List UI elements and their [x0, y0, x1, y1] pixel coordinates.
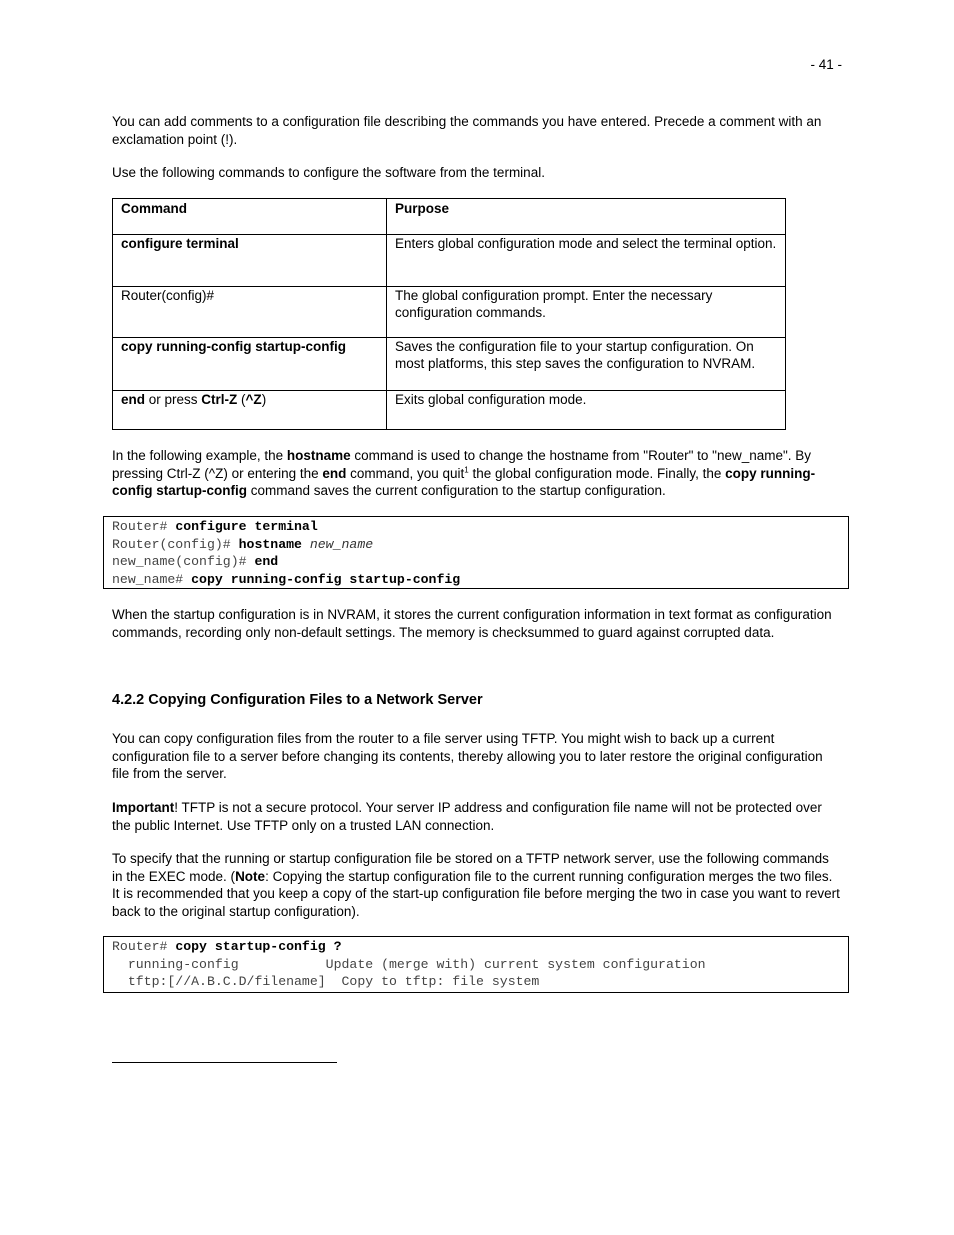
paragraph-specify: To specify that the running or startup configuration file be stored on a TFTP network server, use the following commands in the EXEC mode. (Note: Copying the startup configuration file to the current running configuration merges the two files. It is recommended that you keep a copy of the start-up configuration file before merging the two in case you want to revert back to the original startup configuration). [112, 851, 840, 919]
paragraph-important: Important! TFTP is not a secure protocol. Your server IP address and configuration file name will not be protected over the public Internet. Use TFTP only on a trusted LAN connection. [112, 800, 822, 833]
table-cell-command: configure terminal [121, 236, 239, 251]
page-number: - 41 - [810, 57, 842, 72]
code-line: running-config Update (merge with) current system configuration [112, 956, 706, 972]
command-table [112, 198, 786, 430]
table-header-row [113, 199, 786, 235]
code-line: Router(config)# hostname new_name [112, 536, 374, 552]
table-row [113, 235, 786, 287]
table-cell-purpose: Saves the configuration file to your startup configuration. On most platforms, this step saves the configuration to NVRAM. [395, 339, 756, 371]
table-cell-command: copy running-config startup-config [121, 339, 346, 354]
code-block-hostname [103, 516, 849, 589]
paragraph-comments: You can add comments to a configuration file describing the commands you have entered. Precede a comment with an exclamation point (!). [112, 114, 822, 147]
table-cell-command: Router(config)# [121, 288, 215, 303]
table-cell-purpose: The global configuration prompt. Enter the necessary configuration commands. [395, 288, 713, 320]
code-line: Router# configure terminal [112, 519, 318, 534]
paragraph-example: In the following example, the hostname command is used to change the hostname from "Router" to "new_name". By pressing Ctrl-Z (^Z) or entering the end command, you quit$^1$ the global configuration mode. Finally, the copy running-config startup-config command saves the current configuration to the startup configuration. [112, 448, 816, 498]
code-line: Router# copy startup-config ? [112, 939, 342, 954]
footnote-marker: 1 [464, 465, 469, 474]
footnote-divider [112, 1062, 337, 1063]
table-row [113, 287, 786, 338]
table-cell-purpose: Enters global configuration mode and select the terminal option. [395, 236, 777, 251]
code-line: tftp:[//A.B.C.D/filename] Copy to tftp: file system [112, 974, 540, 989]
table-row [113, 391, 786, 430]
paragraph-use-commands: Use the following commands to configure the software from the terminal. [112, 165, 545, 180]
code-block-copy-startup [103, 936, 849, 993]
table-header-purpose: Purpose [395, 201, 450, 216]
code-line: new_name(config)# end [112, 554, 279, 569]
table-cell-purpose: Exits global configuration mode. [395, 392, 587, 407]
table-cell-command: end or press Ctrl-Z (^Z) [113, 391, 387, 430]
paragraph-copy-tftp: You can copy configuration files from the router to a file server using TFTP. You might wish to back up a current configuration file to a server before changing its contents, thereby allowing you to later restore the original configuration file from the server. [112, 731, 823, 781]
table-header-command: Command [121, 201, 188, 216]
table-row [113, 338, 786, 391]
section-heading: 4.2.2 Copying Configuration Files to a Network Server [112, 692, 483, 708]
code-line: new_name# copy running-config startup-config [112, 571, 461, 587]
paragraph-nvram: When the startup configuration is in NVRAM, it stores the current configuration information in text format as configuration commands, recording only non-default settings. The memory is checksummed to guard against corrupted data. [112, 607, 832, 640]
